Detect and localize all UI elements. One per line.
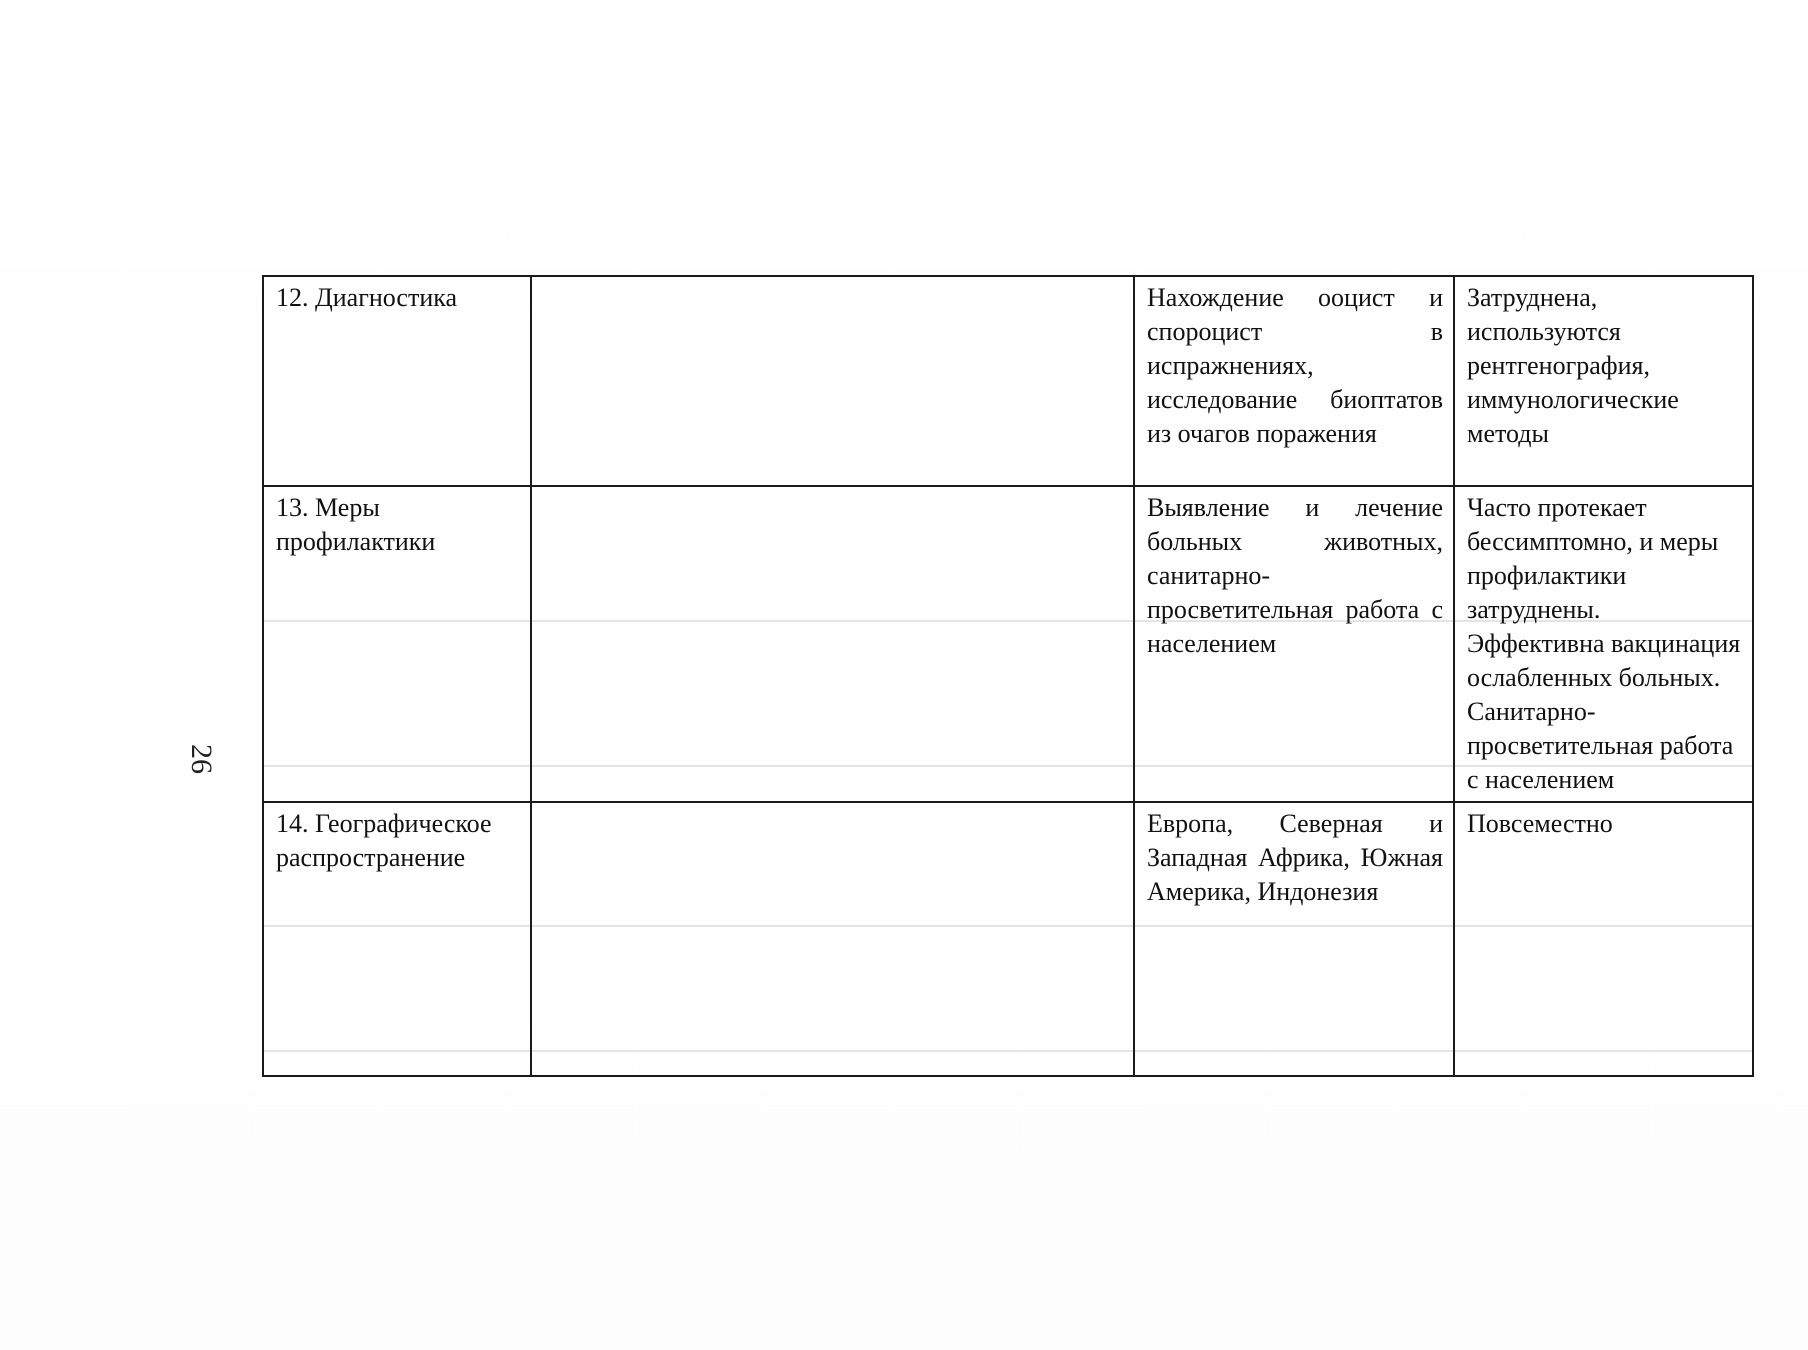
- page-number: 26: [185, 744, 218, 774]
- table-row-prevention: [263, 486, 1753, 802]
- table-cell: Нахождение ооцист и спороцист в испражнениях, исследование биоптатов из очагов поражения: [1134, 276, 1454, 486]
- table-row-geography: [263, 802, 1753, 1076]
- row-label: 14. Географическое распространение: [263, 802, 531, 1076]
- comparison-table: [262, 275, 1754, 1077]
- table-cell: Европа, Северная и Западная Африка, Южная Америка, Индонезия: [1134, 802, 1454, 1076]
- table-cell-empty: [531, 802, 1134, 1076]
- row-label: 13. Меры профилактики: [263, 486, 531, 802]
- table-row-diagnostics: [263, 276, 1753, 486]
- row-label: 12. Диагностика: [263, 276, 531, 486]
- table-cell: Выявление и лечение больных животных, санитарно-просветительная работа с населением: [1134, 486, 1454, 802]
- table-cell: Повсеместно: [1454, 802, 1753, 1076]
- table-cell-empty: [531, 486, 1134, 802]
- table-cell: Часто протекает бессимптомно, и меры профилактики затруднены. Эффективна вакцинация ослабленных больных. Санитарно-просветительная работа с населением: [1454, 486, 1753, 802]
- table-cell-empty: [531, 276, 1134, 486]
- table-cell: Затруднена, используются рентгенография, иммунологические методы: [1454, 276, 1753, 486]
